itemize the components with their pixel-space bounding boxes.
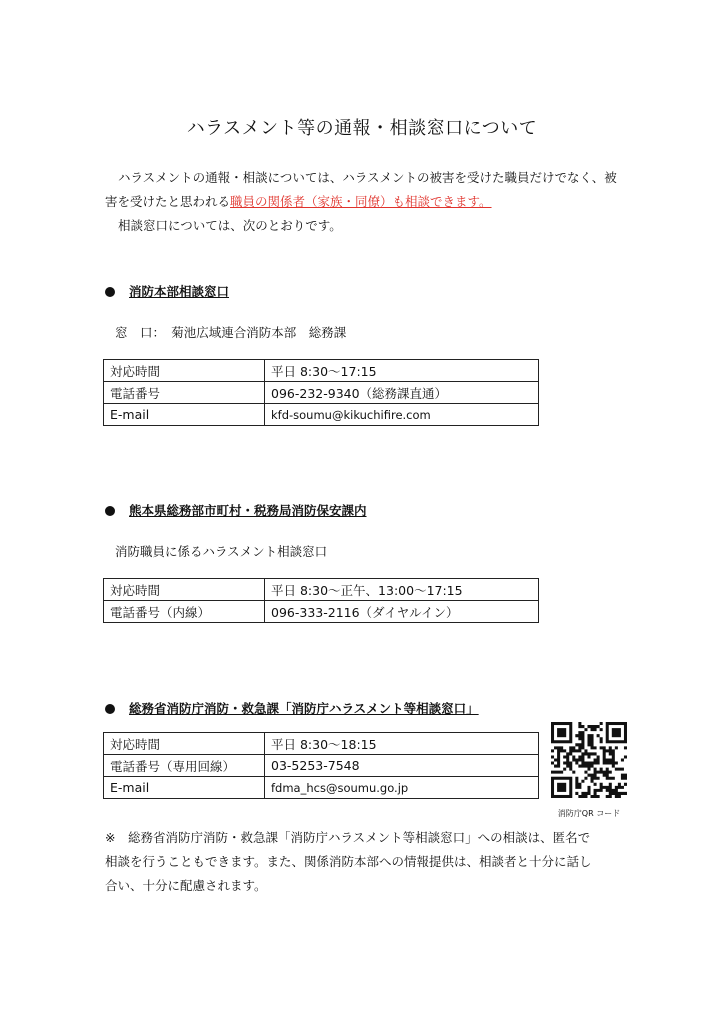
section-heading-text: 消防本部相談窓口 bbox=[129, 284, 230, 299]
row-value: 平日 8:30～17:15 bbox=[265, 360, 539, 382]
row-value: 03-5253-7548 bbox=[265, 755, 539, 777]
row-value: 096-232-9340（総務課直通） bbox=[265, 382, 539, 404]
contact-table bbox=[103, 578, 539, 623]
table-row bbox=[104, 733, 539, 755]
note-line: ※ 総務省消防庁消防・救急課「消防庁ハラスメント等相談窓口」への相談は、匿名で bbox=[105, 830, 591, 845]
contact-table bbox=[103, 732, 539, 799]
row-label: E-mail bbox=[104, 404, 265, 426]
row-label: E-mail bbox=[104, 777, 265, 799]
note-line: 合い、十分に配慮されます。 bbox=[105, 878, 267, 893]
row-label: 対応時間 bbox=[104, 360, 265, 382]
row-value: 096-333-2116（ダイヤルイン） bbox=[265, 601, 539, 623]
email-link[interactable]: fdma_hcs@soumu.go.jp bbox=[265, 777, 539, 799]
row-value: 平日 8:30～18:15 bbox=[265, 733, 539, 755]
bullet-icon bbox=[105, 704, 115, 714]
note-line: 相談を行うこともできます。また、関係消防本部への情報提供は、相談者と十分に話し bbox=[105, 854, 592, 869]
section-heading bbox=[105, 699, 479, 717]
row-label: 対応時間 bbox=[104, 579, 265, 601]
table-row bbox=[104, 360, 539, 382]
bullet-icon bbox=[105, 506, 115, 516]
section-heading bbox=[105, 501, 367, 519]
intro-paragraph bbox=[105, 166, 645, 238]
row-label: 対応時間 bbox=[104, 733, 265, 755]
table-row bbox=[104, 601, 539, 623]
bullet-icon bbox=[105, 287, 115, 297]
table-row bbox=[104, 404, 539, 426]
section-heading-text: 熊本県総務部市町村・税務局消防保安課内 bbox=[129, 503, 367, 518]
table-row bbox=[104, 755, 539, 777]
intro-line bbox=[105, 190, 645, 214]
section-heading-text: 総務省消防庁消防・救急課「消防庁ハラスメント等相談窓口」 bbox=[129, 701, 479, 716]
intro-line: ハラスメントの通報・相談については、ハラスメントの被害を受けた職員だけでなく、被 bbox=[118, 170, 617, 185]
section-heading bbox=[105, 282, 229, 300]
row-label: 電話番号（専用回線） bbox=[104, 755, 265, 777]
intro-line: 相談窓口については、次のとおりです。 bbox=[118, 218, 342, 233]
section-subline: 窓 口： 菊池広域連合消防本部 総務課 bbox=[115, 325, 347, 340]
section-subline: 消防職員に係るハラスメント相談窓口 bbox=[115, 544, 328, 559]
row-label: 電話番号 bbox=[104, 382, 265, 404]
qr-code-icon bbox=[551, 722, 627, 798]
row-value: 平日 8:30～正午、13:00～17:15 bbox=[265, 579, 539, 601]
contact-table bbox=[103, 359, 539, 426]
email-link[interactable]: kfd-soumu@kikuchifire.com bbox=[265, 404, 539, 426]
table-row bbox=[104, 382, 539, 404]
note-paragraph bbox=[105, 826, 650, 898]
table-row bbox=[104, 777, 539, 799]
table-row bbox=[104, 579, 539, 601]
row-label: 電話番号（内線） bbox=[104, 601, 265, 623]
highlighted-text: 職員の関係者（家族・同僚）も相談できます。 bbox=[230, 194, 492, 209]
qr-caption: 消防庁QR コード bbox=[557, 809, 621, 818]
intro-text: 害を受けたと思われる bbox=[105, 194, 231, 209]
page-title: ハラスメント等の通報・相談窓口について bbox=[186, 118, 538, 139]
